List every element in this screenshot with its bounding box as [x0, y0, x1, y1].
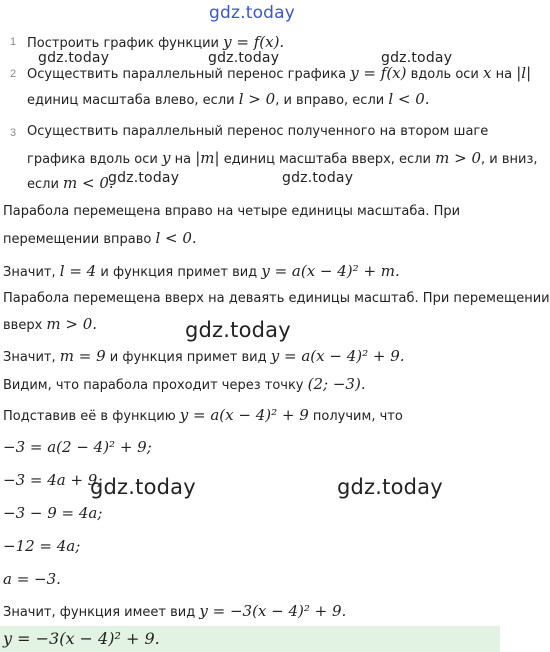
paragraph-text: Значит, функция имеет вид	[3, 605, 196, 620]
step-number: 2	[10, 68, 17, 80]
step-3-text: , и вниз,	[480, 152, 538, 167]
equation: −3 − 9 = 4a;	[3, 504, 103, 522]
step-3-text: если	[27, 177, 59, 192]
paragraph-math: m = 9	[59, 347, 106, 365]
step-3-math: |m|	[195, 149, 220, 167]
step-2-math: l < 0.	[388, 90, 430, 108]
step-2-math: y = f(x)	[350, 64, 407, 82]
paragraph	[3, 602, 346, 620]
paragraph-text: Видим, что парабола проходит через точку	[3, 378, 304, 393]
paragraph-text: Значит,	[3, 350, 56, 365]
paragraph	[3, 406, 403, 424]
step-2-line-1	[27, 64, 531, 82]
paragraph-math: y = a(x − 4)² + 9.	[270, 347, 405, 365]
step-3-math: m > 0	[435, 149, 481, 167]
paragraph-text: Парабола перемещена вправо на четыре единицы масштаба. При	[3, 204, 461, 219]
step-3-text: графика вдоль оси	[27, 152, 158, 167]
step-3-text: на	[174, 152, 192, 167]
paragraph	[3, 204, 460, 219]
watermark: gdz.today	[185, 318, 291, 342]
watermark: gdz.today	[381, 50, 453, 66]
paragraph-text: и функция примет вид	[100, 265, 258, 280]
step-3-line-3	[27, 174, 114, 192]
step-number: 3	[10, 127, 17, 139]
paragraph	[3, 291, 550, 306]
paragraph-text: вверх	[3, 318, 43, 333]
paragraph	[3, 229, 197, 247]
paragraph-math: m > 0.	[46, 315, 98, 333]
step-2-line-2	[27, 90, 430, 108]
step-2-math: x	[483, 64, 492, 82]
watermark: gdz.today	[108, 170, 180, 186]
step-2-text: Осуществить параллельный перенос графика	[27, 67, 347, 82]
watermark: gdz.today	[38, 50, 110, 66]
paragraph-math: y = a(x − 4)² + 9	[179, 406, 309, 424]
paragraph-text: Парабола перемещена вверх на деваять единицы масштаб. При перемещении	[3, 291, 550, 306]
step-2-text: единиц масштаба влево, если	[27, 93, 235, 108]
step-number: 1	[10, 36, 17, 48]
paragraph-math: (2; −3).	[307, 375, 366, 393]
paragraph-text: Значит,	[3, 265, 56, 280]
paragraph	[3, 375, 366, 393]
paragraph-text: получим, что	[312, 409, 403, 424]
paragraph-math: l < 0.	[155, 229, 197, 247]
paragraph-text: и функция примет вид	[109, 350, 267, 365]
final-answer: y = −3(x − 4)² + 9.	[3, 629, 160, 648]
paragraph-text: Подставив её в функцию	[3, 409, 176, 424]
paragraph-text: перемещении вправо	[3, 232, 152, 247]
step-3-math: y	[161, 149, 171, 167]
watermark: gdz.today	[337, 475, 443, 499]
equation: −3 = a(2 − 4)² + 9;	[3, 438, 152, 456]
watermark-top: gdz.today	[209, 3, 296, 23]
watermark: gdz.today	[208, 50, 280, 66]
step-1-line	[27, 33, 284, 51]
watermark: gdz.today	[90, 475, 196, 499]
step-2-text: , и вправо, если	[275, 93, 385, 108]
step-3-text: Осуществить параллельный перенос полученного на втором шаге	[27, 124, 489, 139]
paragraph-math: l = 4	[59, 262, 97, 280]
step-2-text: вдоль оси	[410, 67, 479, 82]
equation: a = −3.	[3, 570, 61, 588]
equation: −3 = 4a + 9;	[3, 471, 103, 489]
step-2-math: |l|	[516, 64, 532, 82]
step-3-math: m < 0.	[63, 174, 114, 192]
step-3-line-1	[27, 124, 488, 139]
paragraph-math: y = −3(x − 4)² + 9.	[199, 602, 347, 620]
step-2-text: на	[495, 67, 513, 82]
step-1-text: Построить график функции	[27, 36, 219, 51]
watermark: gdz.today	[282, 170, 354, 186]
step-2-math: l > 0	[238, 90, 276, 108]
step-1-math: y = f(x).	[223, 33, 285, 51]
step-3-line-2	[27, 149, 538, 167]
paragraph	[3, 315, 97, 333]
paragraph-math: y = a(x − 4)² + m.	[261, 262, 400, 280]
paragraph	[3, 347, 405, 365]
step-3-text: единиц масштаба вверх, если	[223, 152, 431, 167]
paragraph	[3, 262, 400, 280]
equation: −12 = 4a;	[3, 537, 81, 555]
